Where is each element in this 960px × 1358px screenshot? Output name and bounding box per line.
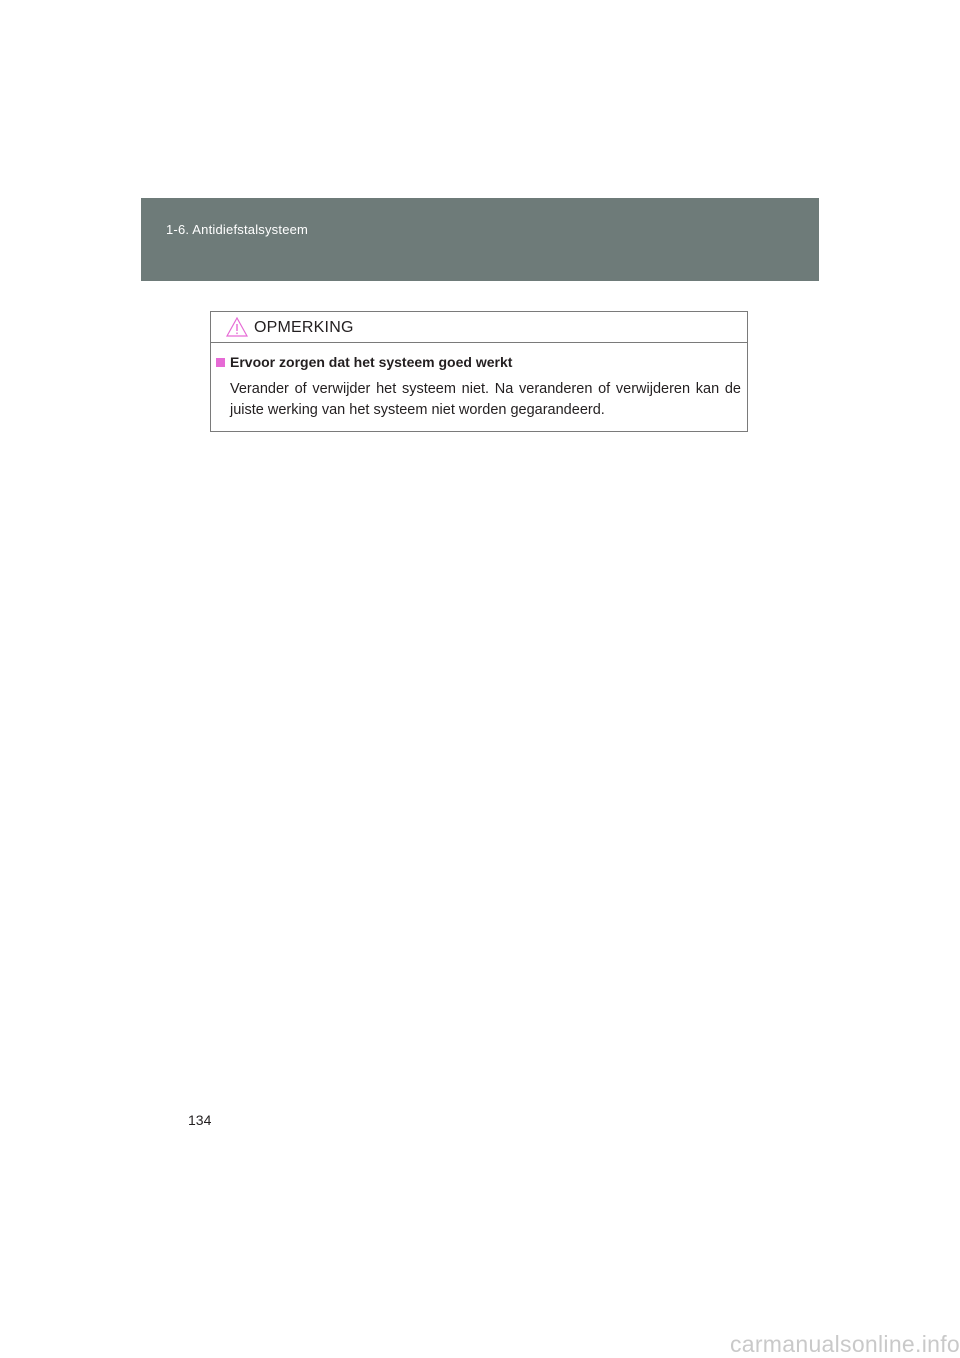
section-header [141,198,819,281]
notice-header [211,312,747,343]
watermark: carmanualsonline.info [729,1331,960,1357]
section-title: 1-6. Antidiefstalsysteem [166,222,309,237]
notice-item-heading-row [216,354,741,372]
notice-item [216,354,741,421]
notice-box [210,311,748,432]
page-number: 134 [188,1112,212,1128]
warning-triangle-icon [226,317,248,337]
notice-item-body: Verander of verwijder het systeem niet. Na veranderen of verwijderen kan de juiste werking van het systeem niet worden gegarandeerd. [230,381,741,418]
notice-title: OPMERKING [254,319,354,336]
notice-item-heading: Ervoor zorgen dat het systeem goed werkt [230,354,513,370]
square-bullet-icon [216,358,225,367]
